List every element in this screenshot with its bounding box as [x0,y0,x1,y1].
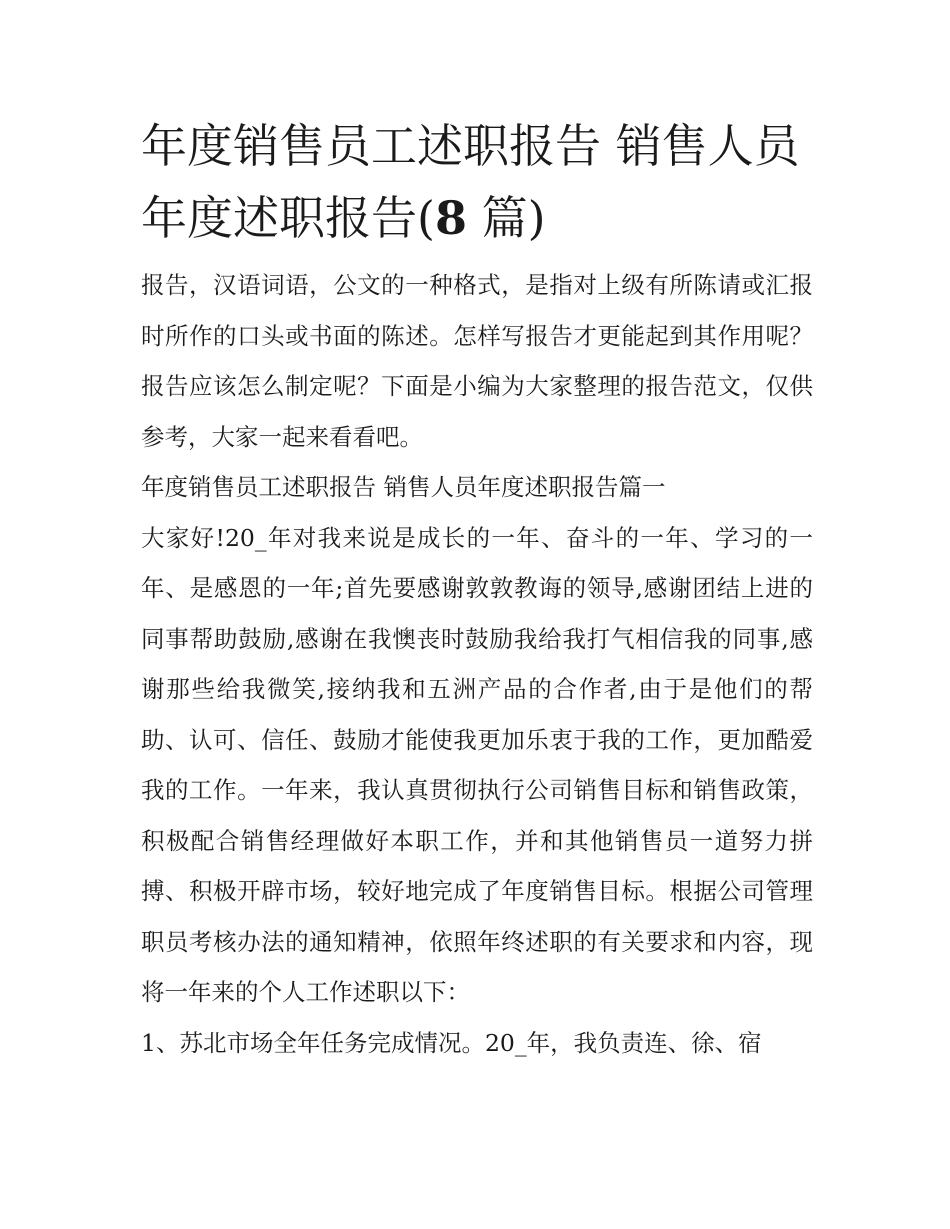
document-title [141,110,813,254]
section-heading: 年度销售员工述职报告 销售人员年度述职报告篇一 [141,473,666,501]
title-count: 8 [434,191,467,245]
intro-paragraph: 报告，汉语词语，公文的一种格式，是指对上级有所陈请或汇报时所作的口头或书面的陈述。怎样写报告才更能起到其作用呢？报告应该怎么制定呢？下面是小编为大家整理的报告范文，仅供参考，大家一起来看看吧。 [141,271,813,451]
list-item-1: 1、苏北市场全年任务完成情况。20_年，我负责连、徐、宿 [141,1028,762,1057]
title-suffix: 篇) [466,191,546,245]
body-paragraph: 大家好!20_年对我来说是成长的一年、奋斗的一年、学习的一年、是感恩的一年;首先要感谢敦敦教诲的领导,感谢团结上进的同事帮助鼓励,感谢在我懊丧时鼓励我给我打气相信我的同事,感谢那些给我微笑,接纳我和五洲产品的合作者,由于是他们的帮助、认可、信任、鼓励才能使我更加乐衷于我的工作，更加酷爱我的工作。一年来，我认真贯彻执行公司销售目标和销售政策，积极配合销售经理做好本职工作，并和其他销售员一道努力拼搏、积极开辟市场，较好地完成了年度销售目标。根据公司管理职员考核办法的通知精神，依照年终述职的有关要求和内容，现将一年来的个人工作述职以下： [141,523,813,1006]
title-text: 年度销售员工述职报告 销售人员年度述职报告( [141,119,800,245]
document-page [141,110,813,1068]
